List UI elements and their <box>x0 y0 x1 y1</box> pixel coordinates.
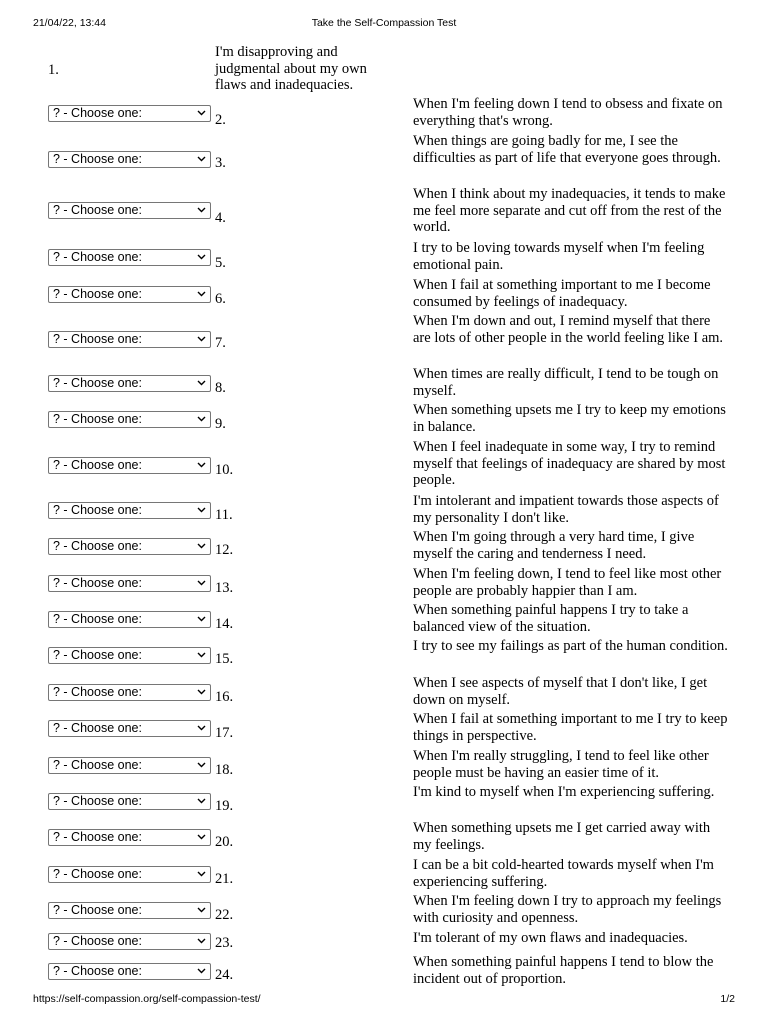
question-row <box>0 240 768 277</box>
chevron-down-icon <box>197 291 206 297</box>
answer-select-value: ? - Choose one: <box>53 964 142 978</box>
question-text: When I'm feeling down I tend to obsess and fixate on everything that's wrong. <box>413 96 723 129</box>
answer-select[interactable] <box>48 538 211 555</box>
answer-select[interactable] <box>48 757 211 774</box>
answer-select-value: ? - Choose one: <box>53 412 142 426</box>
answer-select-value: ? - Choose one: <box>53 576 142 590</box>
question-number: 22. <box>215 907 234 923</box>
answer-select[interactable] <box>48 249 211 266</box>
chevron-down-icon <box>197 336 206 342</box>
answer-select-value: ? - Choose one: <box>53 539 142 553</box>
question-row <box>0 748 768 784</box>
question-text: When I'm feeling down I try to approach my feelings with curiosity and openness. <box>413 893 722 926</box>
question-number: 15. <box>215 651 234 667</box>
question-number: 3. <box>215 155 226 171</box>
question-row <box>0 711 768 748</box>
answer-select[interactable] <box>48 575 211 592</box>
question-row <box>0 893 768 930</box>
question-number: 7. <box>215 335 226 351</box>
question-number: 8. <box>215 380 226 396</box>
question-number: 20. <box>215 834 234 850</box>
question-text: When times are really difficult, I tend to be tough on myself. <box>413 366 719 399</box>
answer-select[interactable] <box>48 866 211 883</box>
question-number: 1. <box>48 62 59 78</box>
answer-select-value: ? - Choose one: <box>53 830 142 844</box>
answer-select-value: ? - Choose one: <box>53 867 142 881</box>
answer-select-value: ? - Choose one: <box>53 376 142 390</box>
question-number: 9. <box>215 416 226 432</box>
chevron-down-icon <box>197 762 206 768</box>
answer-select[interactable] <box>48 684 211 701</box>
question-text: When something upsets me I get carried away with my feelings. <box>413 820 711 853</box>
question-text: When something painful happens I try to take a balanced view of the situation. <box>413 602 689 635</box>
answer-select-value: ? - Choose one: <box>53 648 142 662</box>
question-row <box>0 439 768 493</box>
question-text: I try to see my failings as part of the human condition. <box>413 638 728 654</box>
answer-select[interactable] <box>48 105 211 122</box>
question-row <box>0 784 768 820</box>
question-number: 14. <box>215 616 234 632</box>
question-row <box>0 638 768 675</box>
question-text: When something painful happens I tend to blow the incident out of proportion. <box>413 954 714 987</box>
question-text: I try to be loving towards myself when I'm feeling emotional pain. <box>413 240 705 273</box>
chevron-down-icon <box>197 207 206 213</box>
chevron-down-icon <box>197 616 206 622</box>
answer-select-value: ? - Choose one: <box>53 794 142 808</box>
chevron-down-icon <box>197 907 206 913</box>
answer-select-value: ? - Choose one: <box>53 250 142 264</box>
chevron-down-icon <box>197 380 206 386</box>
question-row <box>0 529 768 566</box>
question-row <box>0 954 768 990</box>
chevron-down-icon <box>197 798 206 804</box>
question-row <box>0 313 768 366</box>
question-row <box>0 857 768 893</box>
answer-select[interactable] <box>48 720 211 737</box>
question-number: 13. <box>215 580 234 596</box>
answer-select[interactable] <box>48 375 211 392</box>
print-header <box>0 17 768 31</box>
question-text: When I fail at something important to me I try to keep things in perspective. <box>413 711 728 744</box>
chevron-down-icon <box>197 462 206 468</box>
answer-select-value: ? - Choose one: <box>53 287 142 301</box>
chevron-down-icon <box>197 834 206 840</box>
answer-select[interactable] <box>48 611 211 628</box>
question-row <box>0 930 768 954</box>
question-number: 4. <box>215 210 226 226</box>
question-text: When I'm feeling down, I tend to feel like most other people are probably happier than I am. <box>413 566 722 599</box>
answer-select[interactable] <box>48 457 211 474</box>
question-text: When I'm down and out, I remind myself that there are lots of other people in the world feeling like I am. <box>413 313 724 346</box>
question-number: 18. <box>215 762 234 778</box>
question-number: 16. <box>215 689 234 705</box>
answer-select-value: ? - Choose one: <box>53 106 142 120</box>
question-number: 19. <box>215 798 234 814</box>
answer-select[interactable] <box>48 933 211 950</box>
answer-select-value: ? - Choose one: <box>53 458 142 472</box>
question-number: 24. <box>215 967 234 983</box>
chevron-down-icon <box>197 725 206 731</box>
question-text: When things are going badly for me, I see the difficulties as part of life that everyone goes through. <box>413 133 721 166</box>
answer-select[interactable] <box>48 963 211 980</box>
chevron-down-icon <box>197 871 206 877</box>
question-row <box>0 566 768 602</box>
chevron-down-icon <box>197 156 206 162</box>
question-row <box>0 602 768 638</box>
chevron-down-icon <box>197 416 206 422</box>
answer-select-value: ? - Choose one: <box>53 758 142 772</box>
answer-select[interactable] <box>48 286 211 303</box>
question-list <box>0 96 768 990</box>
page-number: 1/2 <box>720 993 735 1005</box>
question-text: When I'm going through a very hard time, I give myself the caring and tenderness I need. <box>413 529 695 562</box>
question-text: I'm disapproving and judgmental about my own flaws and inadequacies. <box>215 44 367 93</box>
question-row <box>0 493 768 529</box>
chevron-down-icon <box>197 689 206 695</box>
question-text: When I fail at something important to me I become consumed by feelings of inadequacy. <box>413 277 711 310</box>
question-number: 17. <box>215 725 234 741</box>
question-text: When I see aspects of myself that I don't like, I get down on myself. <box>413 675 708 708</box>
question-text: I'm kind to myself when I'm experiencing suffering. <box>413 784 715 800</box>
question-row <box>0 402 768 439</box>
question-text: When I feel inadequate in some way, I try to remind myself that feelings of inadequacy are shared by most people. <box>413 439 726 488</box>
chevron-down-icon <box>197 254 206 260</box>
question-row <box>0 366 768 402</box>
answer-select-value: ? - Choose one: <box>53 152 142 166</box>
page-url: https://self-compassion.org/self-compassion-test/ <box>33 993 261 1005</box>
answer-select[interactable] <box>48 902 211 919</box>
question-number: 2. <box>215 112 226 128</box>
chevron-down-icon <box>197 507 206 513</box>
question-row <box>0 133 768 186</box>
question-row <box>0 277 768 313</box>
answer-select[interactable] <box>48 151 211 168</box>
answer-select[interactable] <box>48 829 211 846</box>
question-number: 6. <box>215 291 226 307</box>
question-row <box>0 675 768 711</box>
answer-select[interactable] <box>48 793 211 810</box>
answer-select[interactable] <box>48 331 211 348</box>
chevron-down-icon <box>197 110 206 116</box>
question-number: 12. <box>215 542 234 558</box>
question-text: I can be a bit cold-hearted towards myself when I'm experiencing suffering. <box>413 857 714 890</box>
answer-select[interactable] <box>48 411 211 428</box>
chevron-down-icon <box>197 543 206 549</box>
question-number: 10. <box>215 462 234 478</box>
chevron-down-icon <box>197 652 206 658</box>
question-number: 23. <box>215 935 234 951</box>
chevron-down-icon <box>197 580 206 586</box>
chevron-down-icon <box>197 968 206 974</box>
answer-select-value: ? - Choose one: <box>53 934 142 948</box>
question-row <box>0 96 768 133</box>
answer-select-value: ? - Choose one: <box>53 685 142 699</box>
question-text: When I'm really struggling, I tend to feel like other people must be having an easier time of it. <box>413 748 709 781</box>
question-text: When I think about my inadequacies, it tends to make me feel more separate and cut off from the rest of the world. <box>413 186 726 235</box>
print-footer <box>0 993 768 1007</box>
answer-select-value: ? - Choose one: <box>53 332 142 346</box>
question-number: 11. <box>215 507 233 523</box>
answer-select[interactable] <box>48 647 211 664</box>
question-number: 21. <box>215 871 234 887</box>
chevron-down-icon <box>197 938 206 944</box>
print-datetime: 21/04/22, 13:44 <box>33 17 106 29</box>
answer-select-value: ? - Choose one: <box>53 903 142 917</box>
question-row <box>0 186 768 240</box>
question-number: 5. <box>215 255 226 271</box>
question-text: I'm intolerant and impatient towards those aspects of my personality I don't like. <box>413 493 719 526</box>
question-row <box>0 820 768 857</box>
answer-select[interactable] <box>48 202 211 219</box>
answer-select-value: ? - Choose one: <box>53 612 142 626</box>
page-title: Take the Self-Compassion Test <box>311 17 457 29</box>
answer-select-value: ? - Choose one: <box>53 203 142 217</box>
answer-select-value: ? - Choose one: <box>53 721 142 735</box>
answer-select[interactable] <box>48 502 211 519</box>
question-text: I'm tolerant of my own flaws and inadequacies. <box>413 930 688 946</box>
question-text: When something upsets me I try to keep my emotions in balance. <box>413 402 726 435</box>
answer-select-value: ? - Choose one: <box>53 503 142 517</box>
